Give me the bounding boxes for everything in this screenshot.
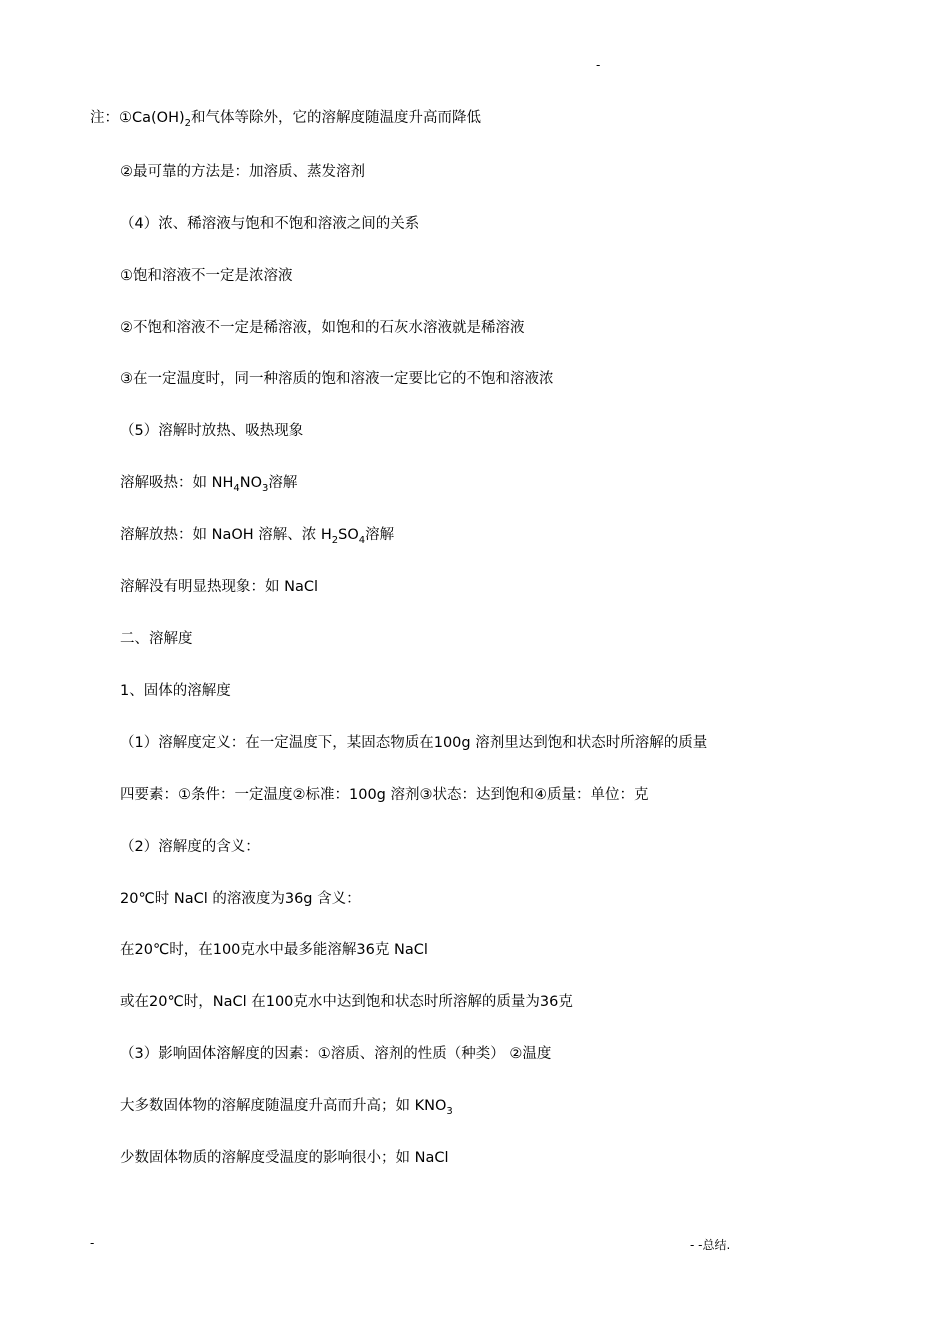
text-line: 溶解没有明显热现象：如 NaCl xyxy=(120,579,318,595)
text-line: 在20℃时，在100克水中最多能溶解36克 NaCl xyxy=(120,942,428,958)
section-heading: （5）溶解时放热、吸热现象 xyxy=(120,423,304,439)
text-line-exothermic: 溶解放热：如 NaOH 溶解、浓 $H_2SO_4$溶解 xyxy=(120,527,395,546)
text-line-kno3: 大多数固体物的溶解度随温度升高而升高；如 $KNO_3$ xyxy=(120,1098,453,1117)
section-heading: （4）浓、稀溶液与饱和不饱和溶液之间的关系 xyxy=(120,216,420,232)
text-line: ②最可靠的方法是：加溶质、蒸发溶剂 xyxy=(120,164,365,180)
section-heading: （2）溶解度的含义： xyxy=(120,839,260,855)
chapter-heading: 二、溶解度 xyxy=(120,631,193,647)
footer-left-marker: - xyxy=(90,1236,95,1250)
footer-summary-label: - -总结. xyxy=(690,1238,731,1252)
text-line-endothermic: 溶解吸热：如 $NH_4NO_3$溶解 xyxy=(120,475,298,494)
text-line: 或在20℃时，NaCl 在100克水中达到饱和状态时所溶解的质量为36克 xyxy=(120,994,573,1010)
text-line: 20℃时 NaCl 的溶液度为36g 含义： xyxy=(120,891,361,907)
text-line: ②不饱和溶液不一定是稀溶液，如饱和的石灰水溶液就是稀溶液 xyxy=(120,320,525,336)
text-line: 四要素：①条件：一定温度②标准：100g 溶剂③状态：达到饱和④质量：单位：克 xyxy=(120,787,649,803)
text-line: （1）溶解度定义：在一定温度下，某固态物质在100g 溶剂里达到饱和状态时所溶解的质量 xyxy=(120,735,708,751)
note-line-solubility-exceptions: 注：$①Ca(OH)_2$和气体等除外，它的溶解度随温度升高而降低 xyxy=(90,110,482,129)
section-heading: 1、固体的溶解度 xyxy=(120,683,231,699)
text-line: ①饱和溶液不一定是浓溶液 xyxy=(120,268,293,284)
text-line: ③在一定温度时，同一种溶质的饱和溶液一定要比它的不饱和溶液浓 xyxy=(120,371,554,387)
section-heading: （3）影响固体溶解度的因素：①溶质、溶剂的性质（种类） ②温度 xyxy=(120,1046,552,1062)
header-marker: - xyxy=(596,58,601,72)
text-line: 少数固体物质的溶解度受温度的影响很小；如 NaCl xyxy=(120,1150,449,1166)
